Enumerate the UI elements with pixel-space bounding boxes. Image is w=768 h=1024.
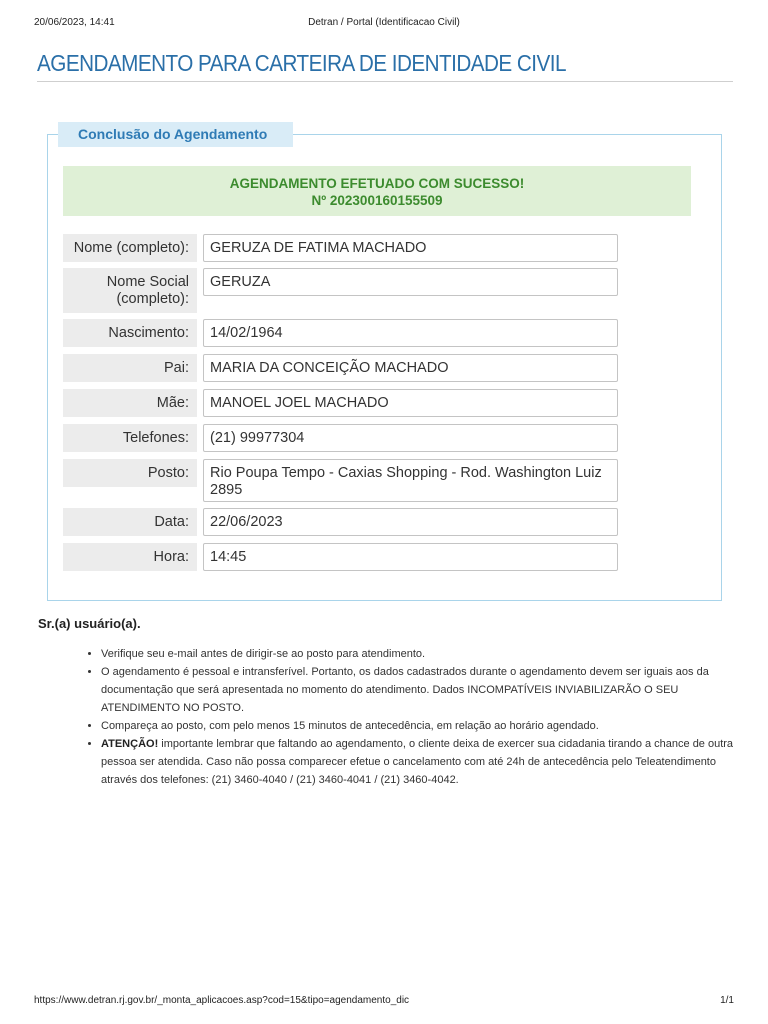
print-header [0, 17, 768, 31]
list-item: • O agendamento é pessoal e intransferível. Portanto, os dados cadastrados durante o agendamento devem ser iguais aos da documentação que será apresentada no momento do atendimento. Dados INCOMPATÍVEIS INVIABILIZARÃO O SEU ATENDIMENTO NO POSTO. [101, 663, 751, 717]
field-label: Pai: [63, 354, 197, 382]
field-row-posto [63, 459, 618, 502]
field-row-telefones [63, 424, 618, 452]
field-row-nome [63, 234, 618, 262]
field-label: Data: [63, 508, 197, 536]
field-row-mae [63, 389, 618, 417]
field-label: Nome (completo): [63, 234, 197, 262]
field-row-pai [63, 354, 618, 382]
field-value-posto: Rio Poupa Tempo - Caxias Shopping - Rod. Washington Luiz 2895 [203, 459, 618, 502]
list-item: • Compareça ao posto, com pelo menos 15 minutos de antecedência, em relação ao horário agendado. [101, 717, 751, 735]
field-row-hora [63, 543, 618, 571]
appointment-number: Nº 202300160155509 [311, 193, 443, 208]
attention-text: importante lembrar que faltando ao agendamento, o cliente deixa de exercer sua cidadania tirando a chance de outra pessoa ser atendida. Caso não possa comparecer efetue o cancelamento com até 24h de antecedência pelo Teleatendimento através dos telefones: (21) 3460-4040 / (21) 3460-4041 / (21) 3460-4042. [101, 738, 734, 786]
field-value-hora: 14:45 [203, 543, 618, 571]
title-divider [37, 81, 733, 82]
field-value-pai: MARIA DA CONCEIÇÃO MACHADO [203, 354, 618, 382]
field-row-data [63, 508, 618, 536]
field-value-mae: MANOEL JOEL MACHADO [203, 389, 618, 417]
page-title: AGENDAMENTO PARA CARTEIRA DE IDENTIDADE CIVIL [37, 50, 566, 76]
success-banner [63, 166, 691, 216]
field-value-data: 22/06/2023 [203, 508, 618, 536]
field-row-nascimento [63, 319, 618, 347]
section-legend: Conclusão do Agendamento [58, 122, 293, 147]
list-item: • Verifique seu e-mail antes de dirigir-se ao posto para atendimento. [101, 645, 751, 663]
field-value-nome: GERUZA DE FATIMA MACHADO [203, 234, 618, 262]
field-label: Nome Social (completo): [63, 268, 197, 313]
notice-list [85, 645, 751, 789]
field-label: Posto: [63, 459, 197, 487]
page-url: https://www.detran.rj.gov.br/_monta_aplicacoes.asp?cod=15&tipo=agendamento_dic [34, 995, 410, 1006]
field-label: Nascimento: [63, 319, 197, 347]
list-item [101, 735, 751, 789]
field-label: Telefones: [63, 424, 197, 452]
page-number: 1/1 [720, 995, 734, 1006]
field-label: Mãe: [63, 389, 197, 417]
print-datetime: 20/06/2023, 14:41 [34, 17, 115, 28]
field-value-telefones: (21) 99977304 [203, 424, 618, 452]
notice-title: Sr.(a) usuário(a). [38, 616, 141, 631]
field-value-nascimento: 14/02/1964 [203, 319, 618, 347]
field-row-nome-social [63, 268, 618, 313]
print-page-title: Detran / Portal (Identificacao Civil) [308, 17, 460, 28]
field-value-nome-social: GERUZA [203, 268, 618, 296]
attention-label: ATENÇÃO! [101, 738, 159, 750]
field-label: Hora: [63, 543, 197, 571]
success-message: AGENDAMENTO EFETUADO COM SUCESSO! [229, 176, 525, 191]
